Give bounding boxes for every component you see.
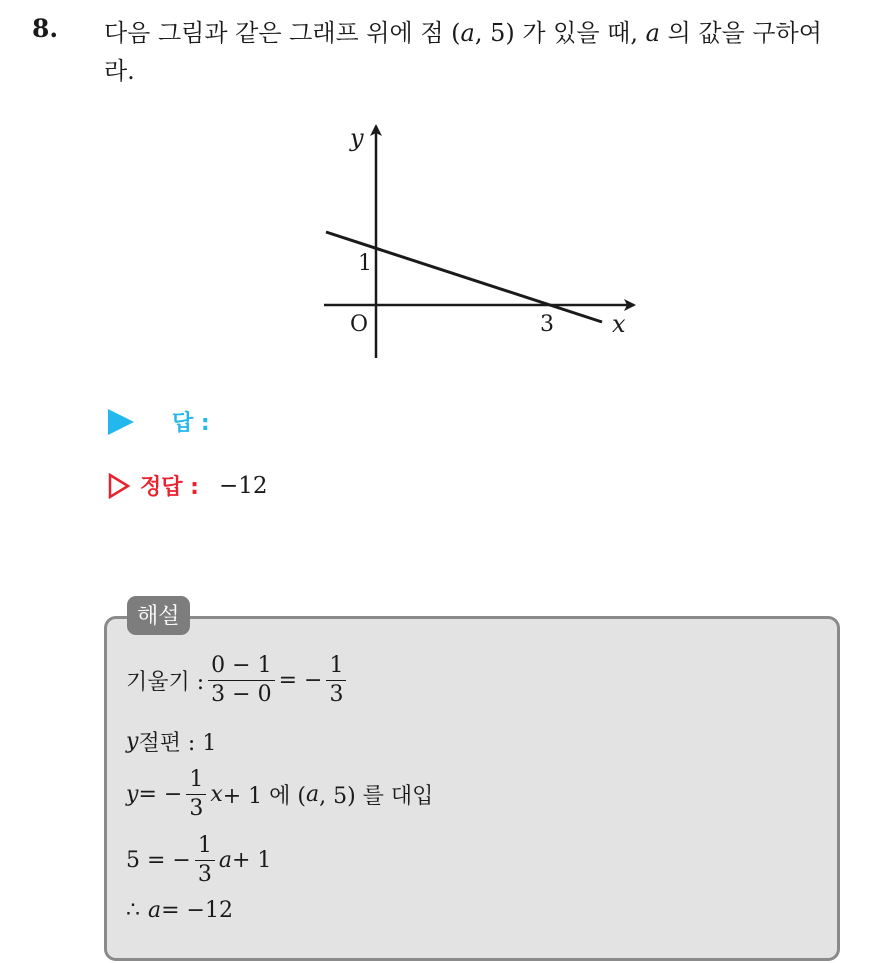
solution-line-substitute	[126, 766, 433, 823]
fraction-numerator: 1	[197, 833, 212, 858]
x-axis-label: x	[612, 310, 626, 338]
variable-a: a	[148, 898, 162, 923]
solution-line-result	[126, 898, 233, 923]
substitute-text-end: , 5) 를 대입	[319, 784, 434, 809]
y-axis-label: y	[350, 124, 364, 152]
play-icon	[108, 409, 134, 435]
question-text-part: 의 값을 구하여	[659, 19, 822, 47]
variable-y: y	[126, 729, 139, 754]
correct-answer-label: 정답 :	[140, 475, 199, 500]
variable-a: a	[460, 19, 475, 47]
answer-label: 답 :	[172, 411, 210, 436]
equals-text: = −	[278, 668, 323, 693]
variable-a: a	[305, 782, 320, 807]
graph-line	[326, 232, 602, 322]
fraction-numerator: 1	[189, 767, 204, 792]
correct-answer-value: −12	[218, 472, 268, 499]
result-text: = −12	[161, 898, 233, 923]
fraction-denominator: 3	[326, 680, 346, 709]
coefficient-fraction	[195, 832, 215, 889]
solution-line-equation	[126, 832, 271, 889]
substitute-text: + 1 에 (	[222, 784, 306, 809]
variable-a: a	[645, 19, 660, 47]
equation-lhs: 5 = −	[126, 848, 191, 873]
slope-fraction	[208, 652, 274, 709]
line-graph	[320, 118, 650, 368]
equals-text: = −	[138, 782, 183, 807]
variable-a: a	[218, 848, 232, 873]
solution-line-intercept	[126, 726, 216, 757]
equation-rest: + 1	[231, 848, 272, 873]
question-text-part: , 5) 가 있을 때,	[474, 19, 646, 47]
solution-line-slope	[126, 652, 350, 709]
correct-answer-row	[108, 470, 268, 501]
x-intercept-label: 3	[540, 312, 554, 337]
fraction-denominator: 3 − 0	[208, 680, 274, 709]
answer-row	[108, 406, 210, 437]
therefore-symbol: ∴	[126, 898, 140, 923]
question-text-part: 라.	[104, 57, 135, 85]
question-text-part: 다음 그림과 같은 그래프 위에 점 (	[104, 19, 461, 47]
fraction-numerator: 1	[329, 653, 344, 678]
question-number: 8.	[32, 14, 59, 43]
variable-y: y	[126, 782, 139, 807]
fraction-numerator: 0 − 1	[211, 653, 272, 678]
fraction-denominator: 3	[186, 794, 206, 823]
play-outline-icon	[108, 473, 130, 499]
origin-label: O	[350, 312, 369, 337]
y-intercept-label: 1	[358, 251, 372, 276]
fraction-denominator: 3	[195, 860, 215, 889]
question-text	[104, 14, 864, 90]
slope-label: 기울기 :	[126, 670, 205, 695]
slope-result-fraction	[326, 652, 346, 709]
solution-tag: 해설	[127, 596, 190, 635]
intercept-text: 절편 : 1	[138, 731, 217, 756]
coefficient-fraction	[186, 766, 206, 823]
variable-x: x	[210, 782, 223, 807]
